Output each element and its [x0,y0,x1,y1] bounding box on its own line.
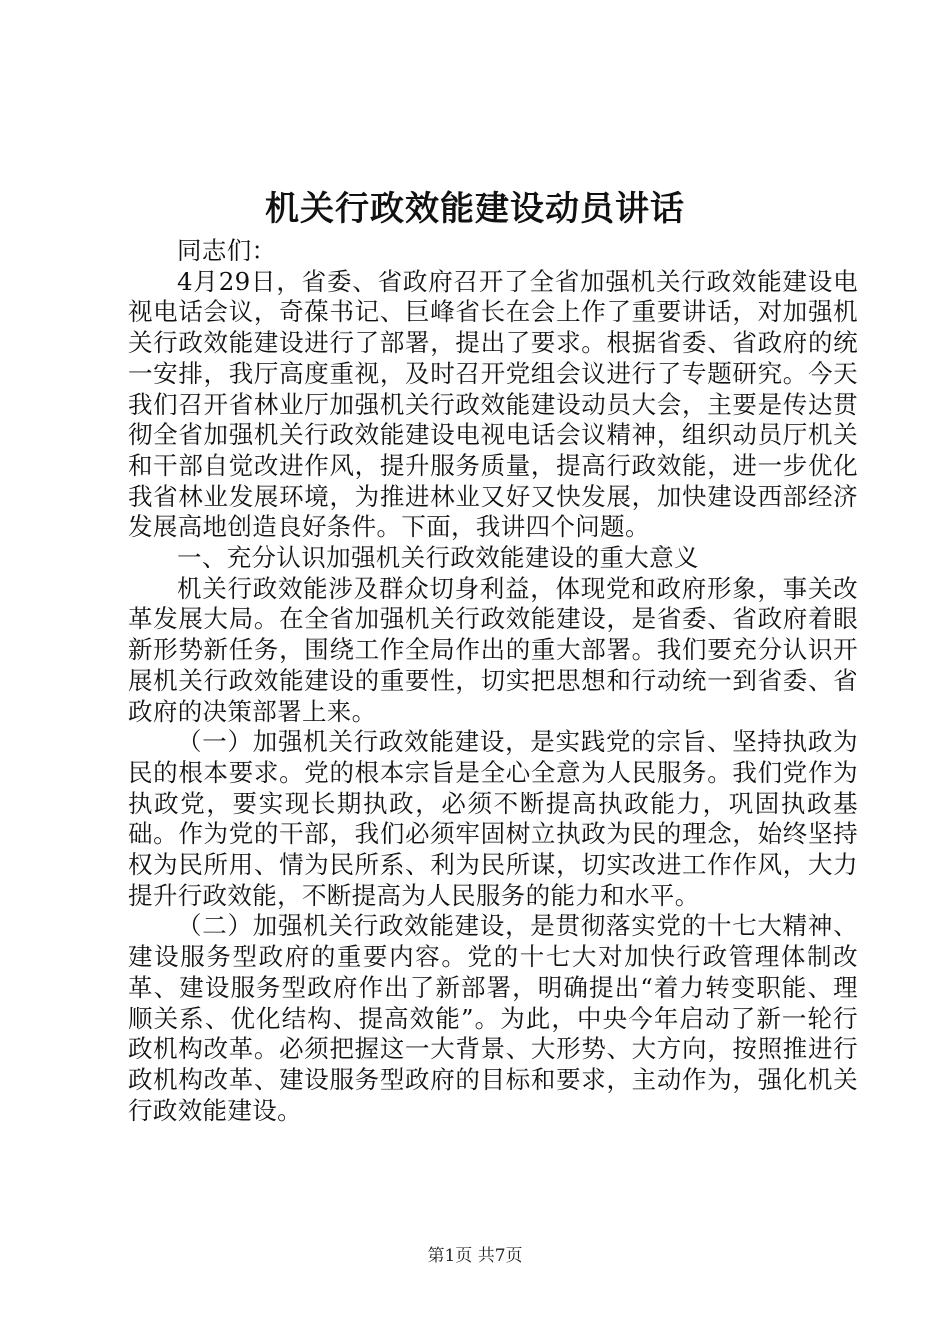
subsection-2-paragraph: （二）加强机关行政效能建设，是贯彻落实党的十七大精神、建设服务型政府的重要内容。党的十七大对加快行政管理体制改革、建设服务型政府作出了新部署，明确提出“着力转变职能、理顺关系、优化结构、提高效能”。为此，中央今年启动了新一轮行政机构改革。必须把握这一大背景、大形势、大方向，按照推进行政机构改革、建设服务型政府的目标和要求，主动作为，强化机关行政效能建设。 [128,911,858,1125]
salutation-paragraph: 同志们： [177,236,277,265]
document-title: 机关行政效能建设动员讲话 [265,189,685,229]
section-1-paragraph: 机关行政效能涉及群众切身利益，体现党和政府形象，事关改革发展大局。在全省加强机关行政效能建设，是省委、省政府着眼新形势新任务，围绕工作全局作出的重大部署。我们要充分认识开展机关行政效能建设的重要性，切实把思想和行动统一到省委、省政府的决策部署上来。 [128,573,858,726]
page-number-footer: 第1页 共7页 [427,1246,523,1266]
document-body [128,236,858,1126]
subsection-1-paragraph: （一）加强机关行政效能建设，是实践党的宗旨、坚持执政为民的根本要求。党的根本宗旨是全心全意为人民服务。我们党作为执政党，要实现长期执政，必须不断提高执政能力，巩固执政基础。作为党的干部，我们必须牢固树立执政为民的理念，始终坚持权为民所用、情为民所系、利为民所谋，切实改进工作作风，大力提升行政效能，不断提高为人民服务的能力和水平。 [128,727,858,910]
intro-paragraph: 4月29日，省委、省政府召开了全省加强机关行政效能建设电视电话会议，奇葆书记、巨峰省长在会上作了重要讲话，对加强机关行政效能建设进行了部署，提出了要求。根据省委、省政府的统一安排，我厅高度重视，及时召开党组会议进行了专题研究。今天我们召开省林业厅加强机关行政效能建设动员大会，主要是传达贯彻全省加强机关行政效能建设电视电话会议精神，组织动员厅机关和干部自觉改进作风，提升服务质量，提高行政效能，进一步优化我省林业发展环境，为推进林业又好又快发展，加快建设西部经济发展高地创造良好条件。下面，我讲四个问题。 [128,266,858,542]
section-heading-1: 一、充分认识加强机关行政效能建设的重大意义 [177,543,699,573]
